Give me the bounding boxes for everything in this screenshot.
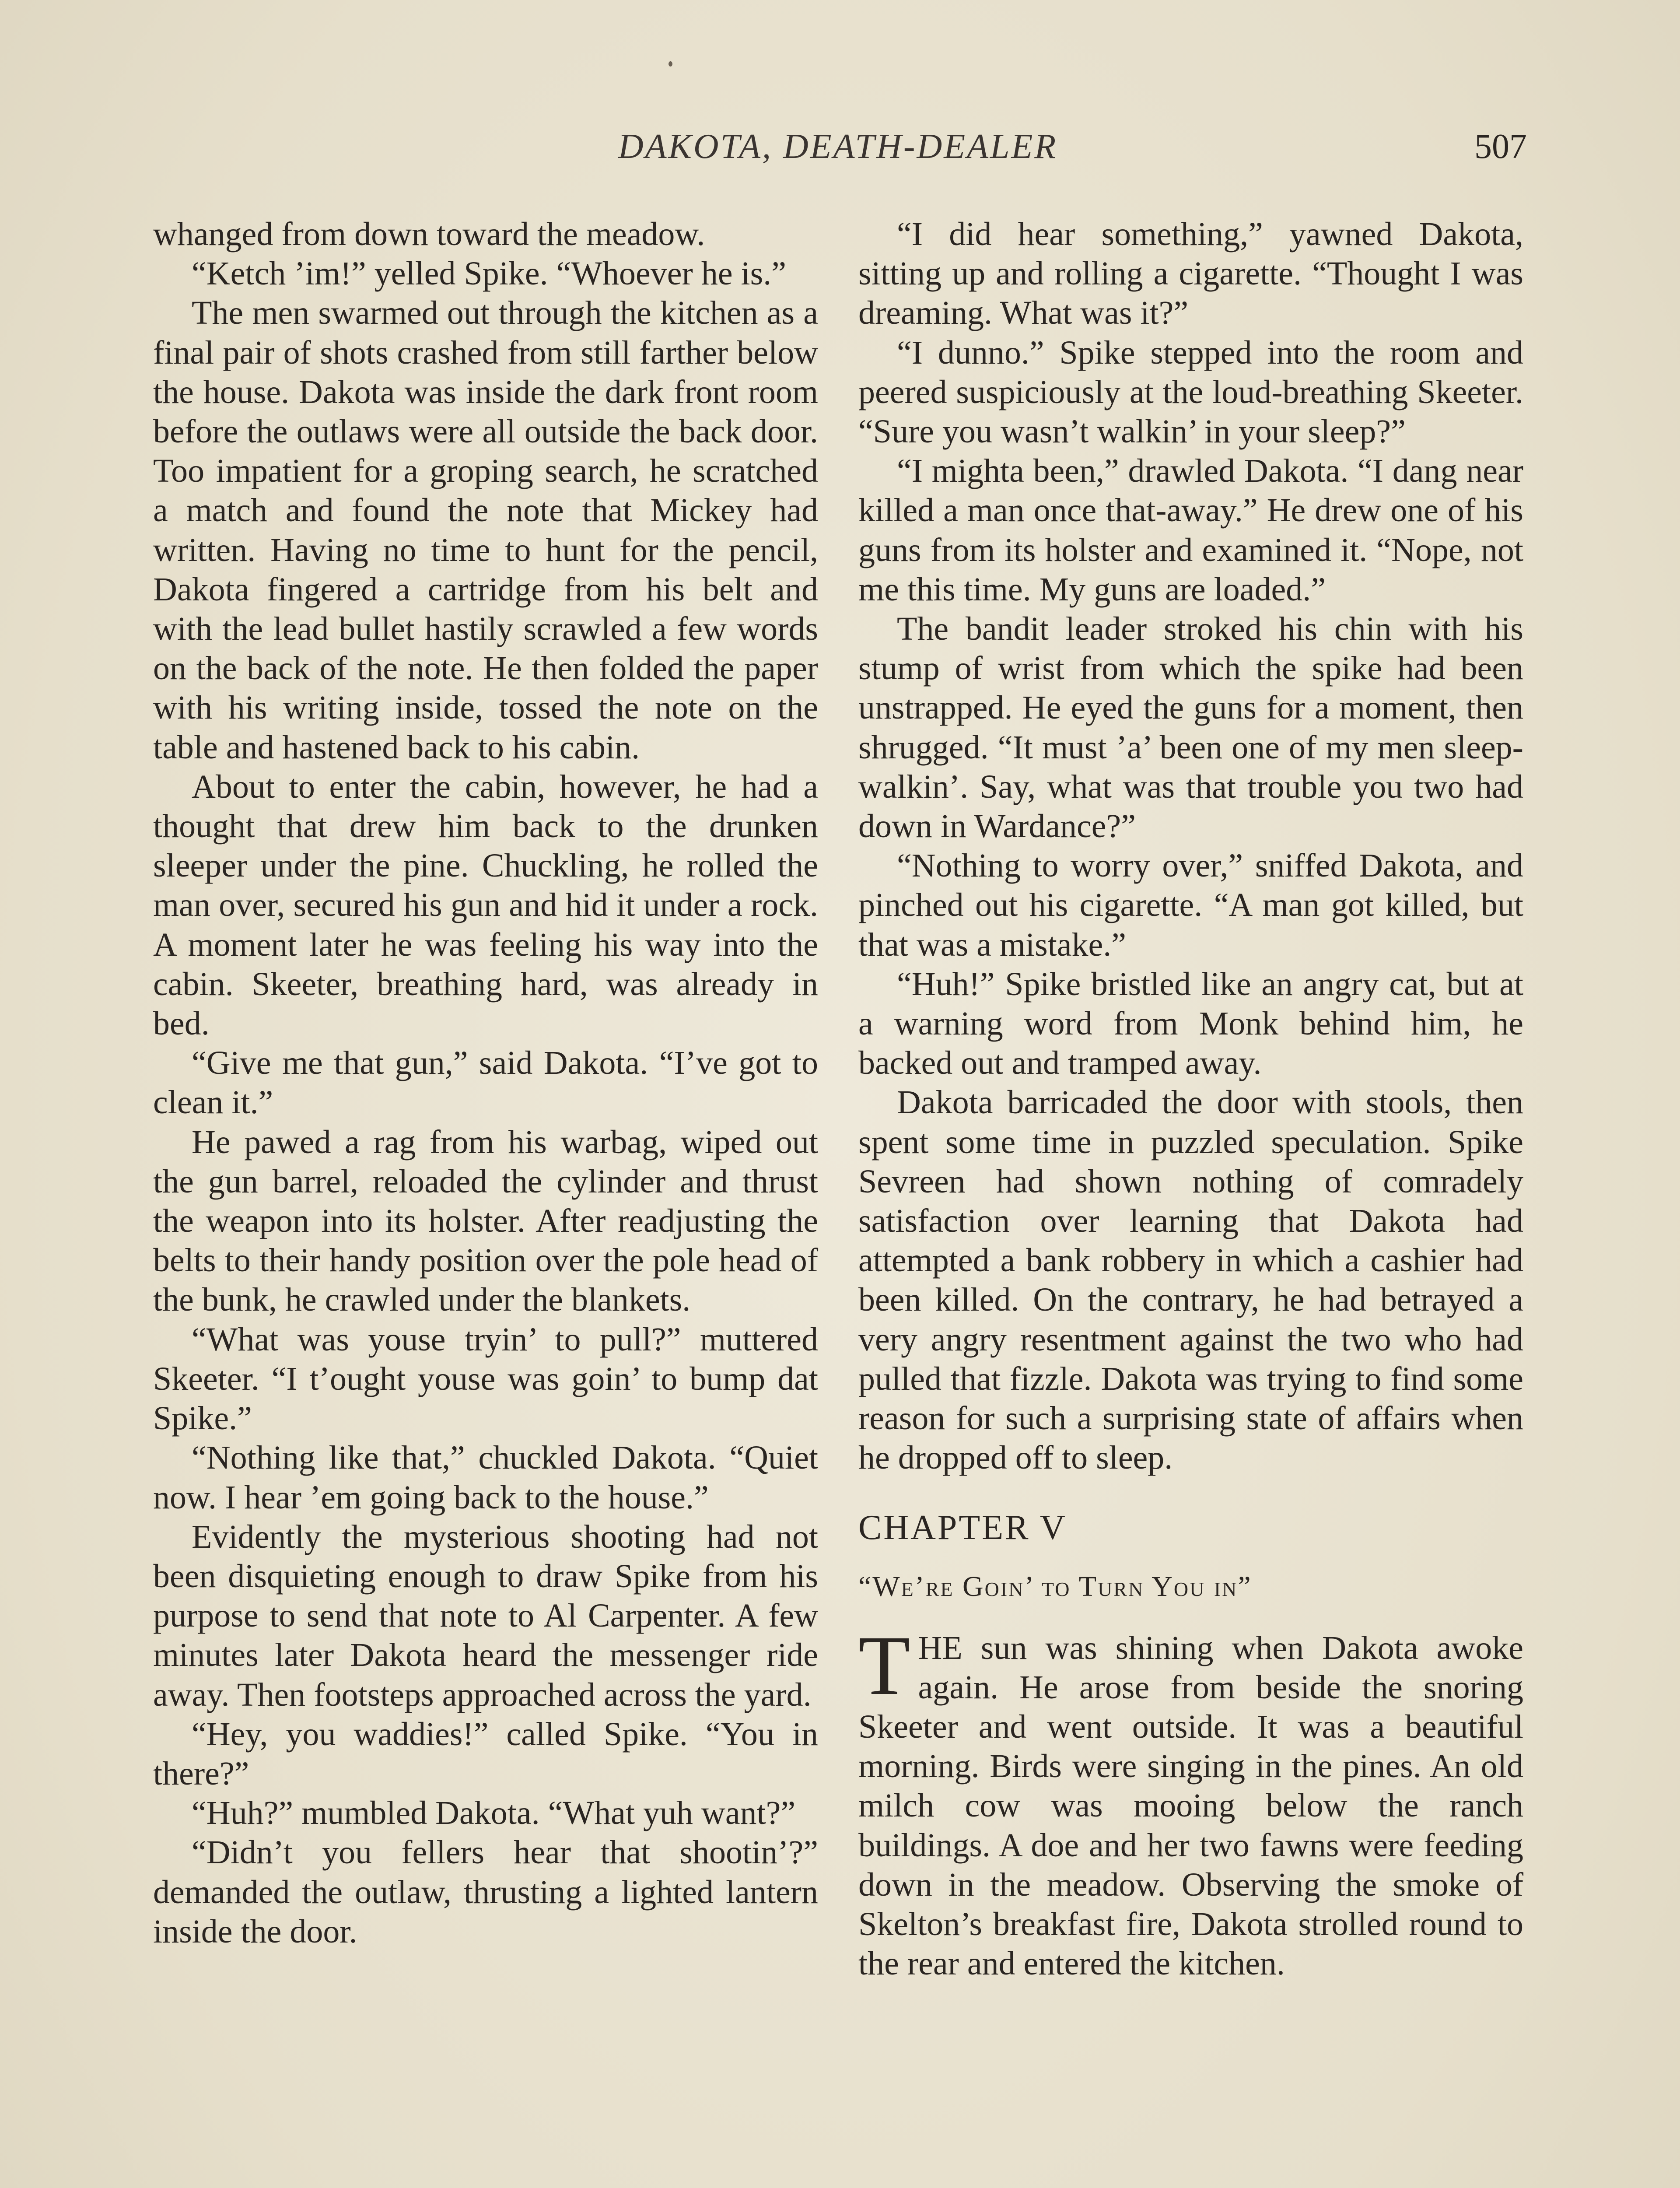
right-column (858, 214, 1523, 1983)
paragraph: “Hey, you waddies!” called Spike. “You in there?” (153, 1715, 818, 1792)
paragraph: “I dunno.” Spike stepped into the room and peered suspiciously at the loud-breathing Skeeter. “Sure you wasn’t walkin’ in your sleep?” (858, 334, 1523, 450)
page-number: 507 (1474, 127, 1527, 166)
drop-cap: T (858, 1618, 910, 1712)
page-header (149, 127, 1527, 179)
paragraph: He pawed a rag from his warbag, wiped out the gun barrel, reloaded the cylinder and thrust the weapon into its holster. After readjusting the belts to their handy position over the pole head of the bunk, he crawled under the blankets. (153, 1123, 818, 1318)
paragraph: “Nothing to worry over,” sniffed Dakota, and pinched out his cigarette. “A man got killed, but that was a mistake.” (858, 847, 1523, 963)
chapter-title: CHAPTER V (858, 1508, 1067, 1547)
paragraph: The men swarmed out through the kitchen as a final pair of shots crashed from still farther below the house. Dakota was inside the dark front room before the outlaws were all outside the back door. Too impatient for a groping search, he scratched a match and found the note that Mickey had written. Having no time to hunt for the pencil, Dakota fingered a cartridge from his belt and with the lead bullet hastily scrawled a few words on the back of the note. He then folded the paper with his writing inside, tossed the note on the table and hastened back to his cabin. (153, 295, 818, 766)
paragraph: “Huh!” Spike bristled like an angry cat, but at a warning word from Monk behind him, he backed out and tramped away. (858, 965, 1523, 1082)
print-speck (668, 61, 672, 67)
paragraph: “Nothing like that,” chuckled Dakota. “Quiet now. I hear ’em going back to the house.” (153, 1439, 818, 1516)
paragraph: Dakota barricaded the door with stools, then spent some time in puzzled speculation. Spike Sevreen had shown nothing of comradely satisfaction over learning that Dakota had attempted a bank robbery in which a cashier had been killed. On the contrary, he had betrayed a very angry resentment against the two who had pulled that fizzle. Dakota was trying to find some reason for such a surprising state of affairs when he dropped off to sleep. (858, 1084, 1523, 1476)
paragraph: “Didn’t you fellers hear that shootin’?” demanded the outlaw, thrusting a lighted lantern inside the door. (153, 1834, 818, 1950)
paragraph: The bandit leader stroked his chin with his stump of wrist from which the spike had been unstrapped. He eyed the guns for a moment, then shrugged. “It must ’a’ been one of my men sleep-walkin’. Say, what was that trouble you two had down in Wardance?” (858, 610, 1523, 845)
paragraph: “What was youse tryin’ to pull?” muttered Skeeter. “I t’ought youse was goin’ to bump dat Spike.” (153, 1321, 818, 1437)
paragraph: “Give me that gun,” said Dakota. “I’ve got to clean it.” (153, 1045, 818, 1121)
opening-text: HE sun was shining when Dakota awoke again. He arose from beside the snoring Skeeter and went outside. It was a beautiful morning. Birds were singing in the pines. An old milch cow was mooing below the ranch buildings. A doe and her two fawns were feeding down in the meadow. Observing the smoke of Skelton’s breakfast fire, Dakota strolled round to the rear and entered the kitchen. (858, 1629, 1523, 1982)
chapter-subtitle: “We’re Goin’ to Turn You in” (858, 1570, 1252, 1602)
paragraph: Evidently the mysterious shooting had not been disquieting enough to draw Spike from his purpose to send that note to Al Carpenter. A few minutes later Dakota heard the messenger ride away. Then footsteps approached across the yard. (153, 1518, 818, 1713)
paragraph: “I mighta been,” drawled Dakota. “I dang near killed a man once that-away.” He drew one of his guns from its holster and examined it. “Nope, not me this time. My guns are loaded.” (858, 452, 1523, 608)
chapter-opening-paragraph (858, 1618, 1523, 1984)
running-title: DAKOTA, DEATH-DEALER (618, 127, 1058, 166)
paragraph: whanged from down toward the meadow. (153, 216, 705, 252)
paragraph: “I did hear something,” yawned Dakota, sitting up and rolling a cigarette. “Thought I was dreaming. What was it?” (858, 216, 1523, 332)
paragraph: “Ketch ’im!” yelled Spike. “Whoever he is.” (192, 255, 786, 292)
paragraph: “Huh?” mumbled Dakota. “What yuh want?” (192, 1795, 796, 1832)
left-column (153, 214, 818, 1951)
paragraph: About to enter the cabin, however, he had a thought that drew him back to the drunken sleeper under the pine. Chuckling, he rolled the man over, secured his gun and hid it under a rock. A moment later he was feeling his way into the cabin. Skeeter, breathing hard, was already in bed. (153, 768, 818, 1042)
